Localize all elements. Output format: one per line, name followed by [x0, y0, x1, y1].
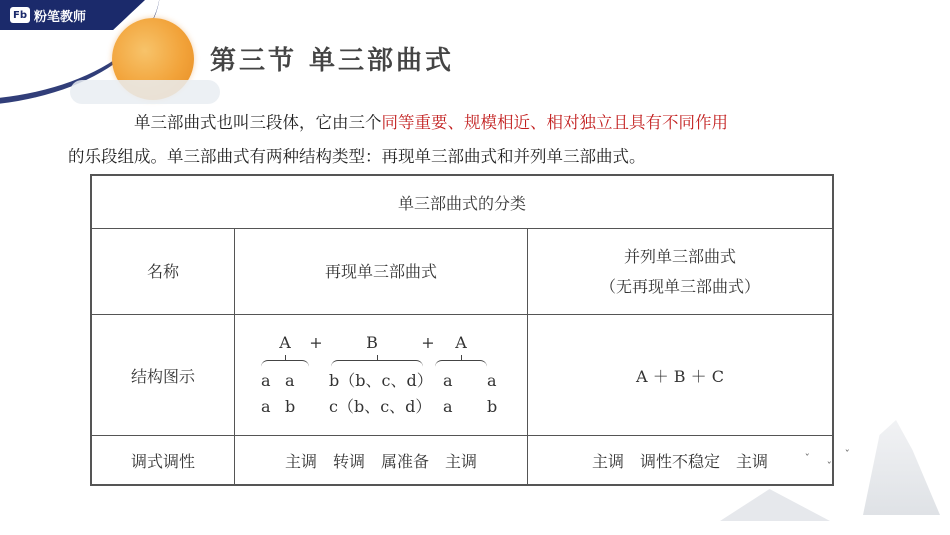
parallel-form-name: [528, 229, 834, 315]
diagram-phrase-row-1: [261, 368, 501, 394]
row-label-name: 名称: [91, 229, 235, 315]
tonality-item: 主调: [284, 451, 317, 471]
mountain-decoration: [830, 415, 940, 515]
row-label-tonality: 调式调性: [91, 436, 235, 486]
phrase-label: b: [285, 397, 296, 416]
parallel-form-name-line1: 并列单三部曲式: [623, 246, 736, 266]
diagram-top-row: [261, 330, 501, 356]
phrase-label: a: [443, 397, 453, 416]
bird-icon: ˇ: [844, 448, 850, 461]
hill-decoration: [720, 481, 830, 521]
plus-sign: +: [421, 333, 435, 352]
intro-text-plain: 单三部曲式也叫三段体，它由三个: [134, 113, 382, 132]
table-caption: 单三部曲式的分类: [91, 175, 833, 229]
phrase-label: a: [487, 371, 497, 390]
section-a-reprise-label: A: [455, 333, 467, 352]
brace-row: [261, 356, 501, 368]
tonality-item: 主调: [591, 451, 624, 471]
phrase-label: b（b、c、d）: [329, 371, 433, 390]
parallel-tonality: [528, 436, 834, 486]
reprise-structure-diagram: [235, 315, 528, 436]
plus-sign: +: [309, 333, 323, 352]
reprise-tonality: [235, 436, 528, 486]
tonality-item: 调性不稳定: [639, 451, 720, 471]
phrase-label: a: [443, 371, 453, 390]
section-b-label: B: [366, 333, 378, 352]
intro-text-line2: 的乐段组成。单三部曲式有两种结构类型：再现单三部曲式和并列单三部曲式。: [68, 147, 646, 166]
intro-text-highlight: 同等重要、规模相近、相对独立且具有不同作用: [381, 113, 728, 132]
row-label-structure: 结构图示: [91, 315, 235, 436]
tonality-item: 属准备: [381, 451, 430, 471]
bird-icon: ˇ: [804, 452, 810, 465]
reprise-form-name: 再现单三部曲式: [235, 229, 528, 315]
fenbi-logo-icon: Fb: [10, 7, 30, 23]
intro-paragraph: [68, 106, 888, 174]
cloud-decoration: [70, 80, 220, 104]
tonality-item: 转调: [332, 451, 365, 471]
section-title: 第三节 单三部曲式: [210, 46, 455, 76]
tonality-item: 主调: [445, 451, 478, 471]
phrase-label: a: [285, 371, 295, 390]
phrase-label: a: [261, 371, 271, 390]
section-a-label: A: [279, 333, 291, 352]
brace-icon: [331, 360, 423, 367]
parallel-form-name-line2: （无再现单三部曲式）: [599, 276, 760, 296]
phrase-label: b: [487, 397, 498, 416]
phrase-label: c（b、c、d）: [329, 397, 432, 416]
brand-logo: [10, 5, 86, 25]
classification-table: [90, 174, 834, 486]
brand-name: 粉笔教师: [34, 9, 87, 25]
parallel-structure-diagram: A ＋ B ＋ C: [528, 315, 834, 436]
diagram-phrase-row-2: [261, 394, 501, 420]
bird-icon: ˇ: [826, 460, 832, 473]
phrase-label: a: [261, 397, 271, 416]
brace-icon: [435, 360, 487, 367]
brace-icon: [261, 360, 309, 367]
tonality-item: 主调: [736, 451, 769, 471]
